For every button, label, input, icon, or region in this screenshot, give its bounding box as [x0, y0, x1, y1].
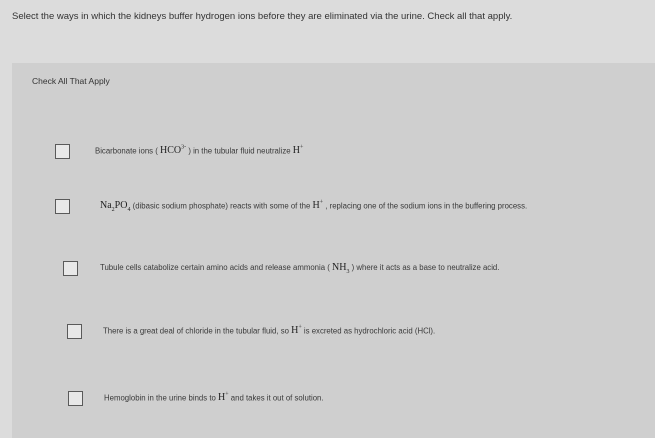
option-sodium-phosphate[interactable] [0, 195, 655, 219]
option-ammonia[interactable] [0, 257, 655, 281]
answer-panel [12, 63, 655, 438]
option-checkbox[interactable] [67, 324, 82, 339]
question-text: Select the ways in which the kidneys buffer hydrogen ions before they are eliminated via the urine. Check all that apply. [12, 11, 513, 22]
option-label: Hemoglobin in the urine binds to H+ and takes it out of solution. [104, 392, 324, 404]
check-all-header: Check All That Apply [32, 76, 110, 86]
option-checkbox[interactable] [55, 144, 70, 159]
option-checkbox[interactable] [55, 199, 70, 214]
option-checkbox[interactable] [68, 391, 83, 406]
option-label: There is a great deal of chloride in the tubular fluid, so H+ is excreted as hydrochloric acid (HCl). [103, 325, 436, 337]
option-checkbox[interactable] [63, 261, 78, 276]
option-bicarbonate[interactable] [0, 140, 655, 164]
option-hemoglobin[interactable] [0, 387, 655, 411]
option-label: Tubule cells catabolize certain amino acids and release ammonia ( $NH_3$ ) where it acts as a base to neutralize acid. [100, 262, 500, 275]
option-chloride[interactable] [0, 320, 655, 344]
option-label: $Na_2PO_4$ (dibasic sodium phosphate) reacts with some of the H+ , replacing one of the sodium ions in the buffering process. [100, 200, 528, 214]
option-label: Bicarbonate ions ( $HCO^{3-}$ ) in the tubular fluid neutralize H+ [95, 145, 304, 157]
